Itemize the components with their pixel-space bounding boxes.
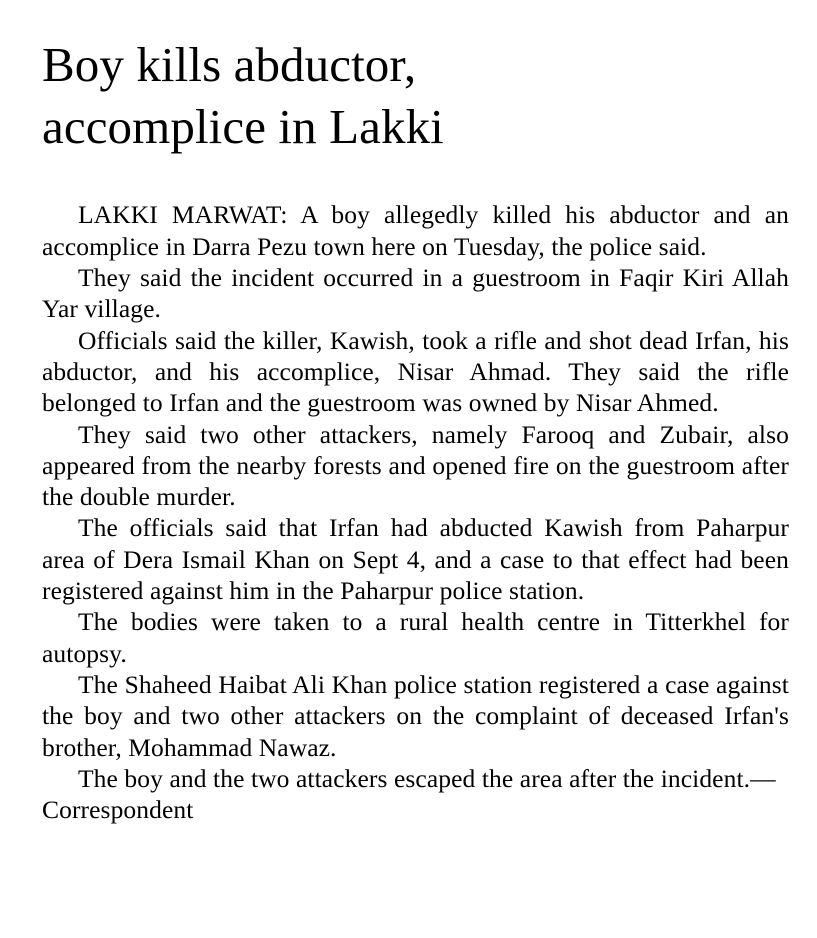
paragraph: They said the incident occurred in a guestroom in Faqir Kiri Allah Yar village. <box>42 263 789 324</box>
headline-line-1: Boy kills abductor, <box>42 37 417 92</box>
paragraph: The officials said that Irfan had abducted Kawish from Paharpur area of Dera Ismail Khan on Sept 4, and a case to that effect had been registered against him in the Paharpur police station. <box>42 513 789 606</box>
headline-line-2: accomplice in Lakki <box>42 98 444 154</box>
paragraph: The bodies were taken to a rural health centre in Titterkhel for autopsy. <box>42 607 789 668</box>
article-body <box>42 199 789 825</box>
paragraph: Officials said the killer, Kawish, took a rifle and shot dead Irfan, his abductor, and his accomplice, Nisar Ahmad. They said the rifle belonged to Irfan and the guestroom was owned by Nisar Ahmed. <box>42 325 789 418</box>
paragraph: They said two other attackers, namely Farooq and Zubair, also appeared from the nearby forests and opened fire on the guestroom after the double murder. <box>42 419 789 512</box>
paragraph: The boy and the two attackers escaped the area after the incident.—Correspondent <box>42 763 776 825</box>
headline <box>42 34 789 157</box>
paragraph: The Shaheed Haibat Ali Khan police station registered a case against the boy and two other attackers on the complaint of deceased Irfan's brother, Mohammad Nawaz. <box>42 669 789 762</box>
paragraph: LAKKI MARWAT: A boy allegedly killed his abductor and an accomplice in Darra Pezu town here on Tuesday, the police said. <box>42 200 789 261</box>
